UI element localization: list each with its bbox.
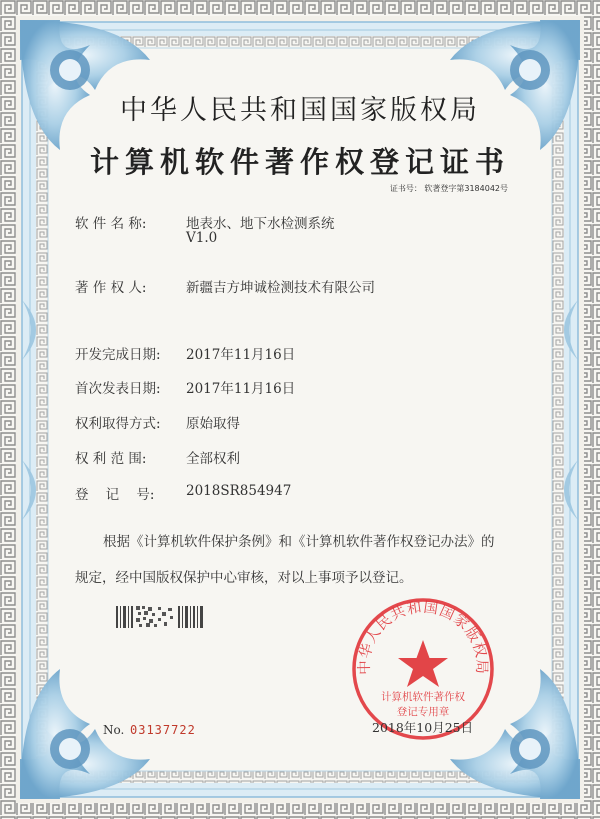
software-name-label: 软 件 名 称:: [75, 216, 147, 232]
acquire-label: 权利取得方式:: [75, 416, 161, 432]
star-icon: [398, 640, 448, 687]
statement-line-2: 规定，经中国版权保护中心审核，对以上事项予以登记。: [75, 570, 413, 586]
barcode-image: [116, 604, 206, 630]
statement-line-1: 根据《计算机软件保护条例》和《计算机软件著作权登记办法》的: [103, 534, 495, 550]
certificate-title: 计算机软件著作权登记证书: [89, 145, 510, 179]
certificate-number: 证书号： 软著登字第3184042号: [389, 184, 508, 193]
serial-number: 03137722: [130, 723, 196, 737]
owner-label: 著 作 权 人:: [75, 280, 147, 296]
acquire-value: 原始取得: [186, 416, 240, 432]
pub-date-value: 2017年11月16日: [186, 381, 296, 397]
seal-line-2: 登记专用章: [396, 706, 450, 718]
owner-value: 新疆吉方坤诚检测技术有限公司: [186, 280, 375, 296]
reg-no-label: 登 记 号:: [75, 487, 155, 503]
seal-line-1: 计算机软件著作权: [381, 691, 465, 703]
scope-value: 全部权利: [186, 451, 240, 467]
issue-date: 2018年10月25日: [372, 720, 474, 735]
scope-label: 权 利 范 围:: [75, 451, 147, 467]
pub-date-label: 首次发表日期:: [75, 381, 161, 397]
reg-no-value: 2018SR854947: [186, 483, 292, 499]
seal-ring-text: 中华人民共和国国家版权局: [356, 599, 490, 675]
issuer-title: 中华人民共和国国家版权局: [120, 95, 480, 126]
software-name-value: 地表水、地下水检测系统: [186, 216, 335, 232]
serial-label: No.: [103, 723, 125, 737]
software-version-value: V1.0: [186, 230, 218, 246]
dev-date-label: 开发完成日期:: [75, 347, 161, 363]
dev-date-value: 2017年11月16日: [186, 347, 296, 363]
